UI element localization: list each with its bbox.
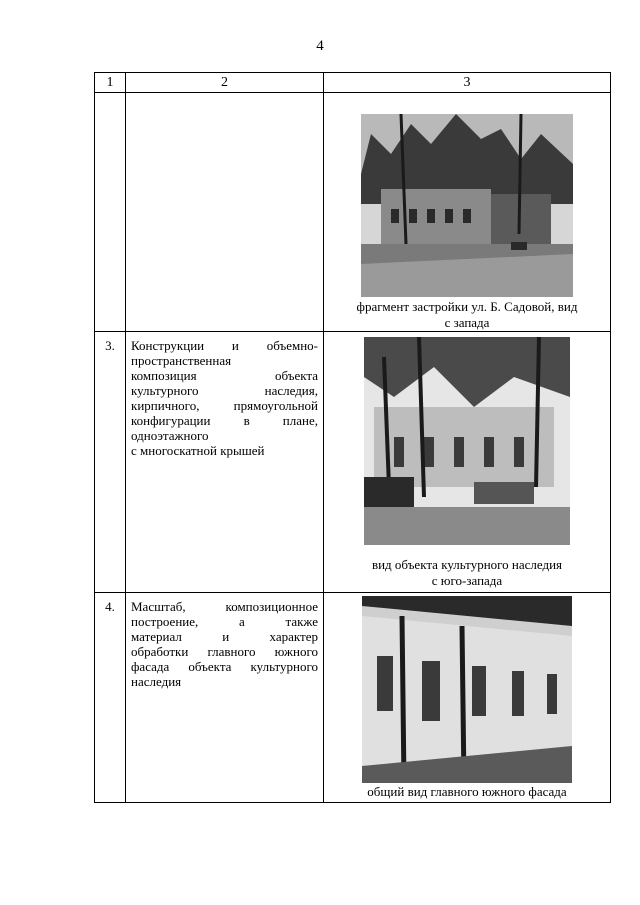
heritage-photo-south-facade [362, 596, 572, 783]
table-row [95, 593, 611, 803]
header-col-2: 2 [126, 73, 324, 93]
description-line: кирпичного, прямоугольной [131, 398, 318, 413]
description-line: обработки главного южного [131, 644, 318, 659]
street-photo-west [361, 114, 573, 297]
photo-caption-line: вид объекта культурного наследия [371, 557, 563, 572]
row-number [95, 93, 126, 332]
header-col-3: 3 [324, 73, 611, 93]
heritage-table [94, 72, 611, 803]
row-number: 3. [95, 332, 126, 593]
row-description [126, 93, 324, 332]
row-description [126, 593, 324, 803]
description-line: культурного наследия, [131, 383, 318, 398]
description-line: построение, а также [131, 614, 318, 629]
heritage-photo-southwest [364, 337, 570, 545]
description-line: пространственная [131, 353, 232, 368]
description-line: композиция объекта [131, 368, 318, 383]
photo-caption-line: с запада [444, 315, 490, 330]
description-line: конфигурации в плане, [131, 413, 318, 428]
row-description [126, 332, 324, 593]
photo-caption-line: с юго-запада [431, 573, 503, 588]
table-header-row [95, 73, 611, 93]
description-line: наследия [131, 674, 182, 689]
row-number: 4. [95, 593, 126, 803]
photo-caption-line: фрагмент застройки ул. Б. Садовой, вид [356, 299, 578, 314]
header-col-1: 1 [95, 73, 126, 93]
description-line: фасада объекта культурного [131, 659, 318, 674]
photo-cell [324, 332, 611, 593]
description-line: материал и характер [131, 629, 318, 644]
photo-cell [324, 93, 611, 332]
description-line: с многоскатной крышей [131, 443, 265, 458]
description-line: Масштаб, композиционное [131, 599, 318, 614]
table-row [95, 332, 611, 593]
page-number: 4 [316, 38, 324, 54]
description-line: Конструкции и объемно- [131, 338, 318, 353]
photo-caption-line: общий вид главного южного фасада [367, 784, 567, 799]
table-row [95, 93, 611, 332]
description-line: одноэтажного [131, 428, 209, 443]
photo-cell [324, 593, 611, 803]
